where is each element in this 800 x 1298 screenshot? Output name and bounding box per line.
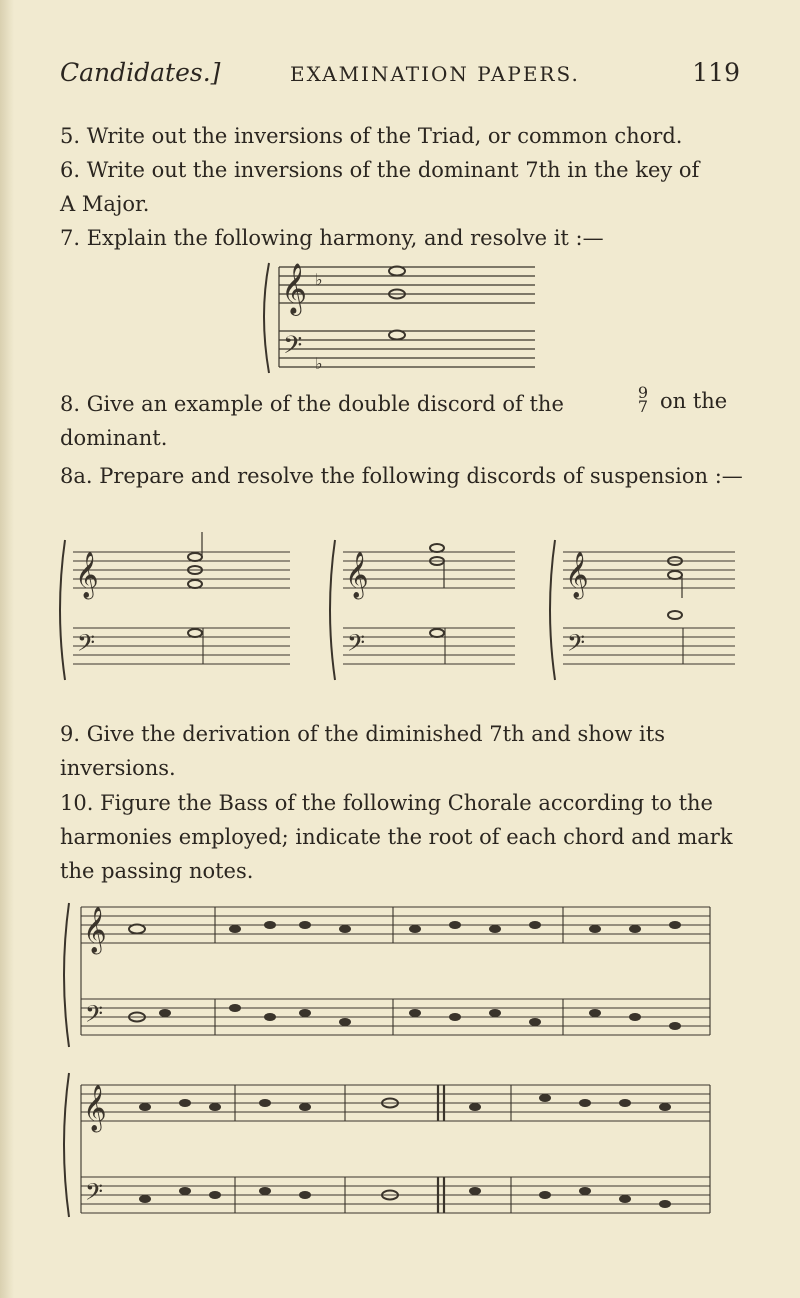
svg-text:♭: ♭: [315, 270, 323, 289]
question-5: 5. Write out the inversions of the Triad, or common chord.: [60, 124, 683, 148]
chorale-system-1: [55, 895, 745, 1055]
question-7-music-example: [255, 255, 545, 385]
svg-text:𝄢: 𝄢: [567, 629, 586, 662]
svg-text:𝄢: 𝄢: [283, 331, 303, 366]
question-8-continuation: on the: [660, 389, 728, 413]
svg-text:𝄢: 𝄢: [85, 1000, 104, 1033]
question-8-line-1: 8. Give an example of the double discord of the: [60, 392, 564, 416]
figured-bass-9-7: [634, 383, 652, 416]
question-6-line-2: A Major.: [60, 192, 150, 216]
header-section-title: Candidates.]: [60, 58, 221, 87]
figure-bottom: 7: [637, 397, 649, 416]
header-running-title: EXAMINATION PAPERS.: [290, 62, 580, 86]
svg-text:𝄢: 𝄢: [77, 629, 96, 662]
page-number: 119: [692, 58, 740, 87]
question-10-line-3: the passing notes.: [60, 859, 254, 883]
svg-text:𝄢: 𝄢: [85, 1178, 104, 1211]
question-9-line-2: inversions.: [60, 756, 176, 780]
svg-text:𝄞: 𝄞: [83, 1085, 107, 1131]
question-8-line-2: dominant.: [60, 426, 168, 450]
question-10-line-1: 10. Figure the Bass of the following Chorale according to the: [60, 791, 713, 815]
page-gutter-shadow: [0, 0, 14, 1298]
question-10-line-2: harmonies employed; indicate the root of each chord and mark: [60, 825, 733, 849]
question-9-line-1: 9. Give the derivation of the diminished 7th and show its: [60, 722, 665, 746]
chorale-system-2: [55, 1065, 745, 1225]
question-7: 7. Explain the following harmony, and resolve it :—: [60, 226, 604, 250]
svg-text:𝄢: 𝄢: [347, 629, 366, 662]
question-8a: 8a. Prepare and resolve the following discords of suspension :—: [60, 464, 743, 488]
svg-text:𝄞: 𝄞: [75, 552, 99, 598]
figure-top: 9: [637, 383, 649, 402]
svg-text:♭: ♭: [315, 354, 323, 373]
question-8a-music-examples: [55, 530, 745, 690]
svg-text:𝄞: 𝄞: [281, 263, 308, 314]
running-header: [60, 58, 740, 98]
svg-text:𝄞: 𝄞: [345, 552, 369, 598]
svg-text:𝄞: 𝄞: [565, 552, 589, 598]
question-6-line-1: 6. Write out the inversions of the dominant 7th in the key of: [60, 158, 700, 182]
svg-text:𝄞: 𝄞: [83, 907, 107, 953]
